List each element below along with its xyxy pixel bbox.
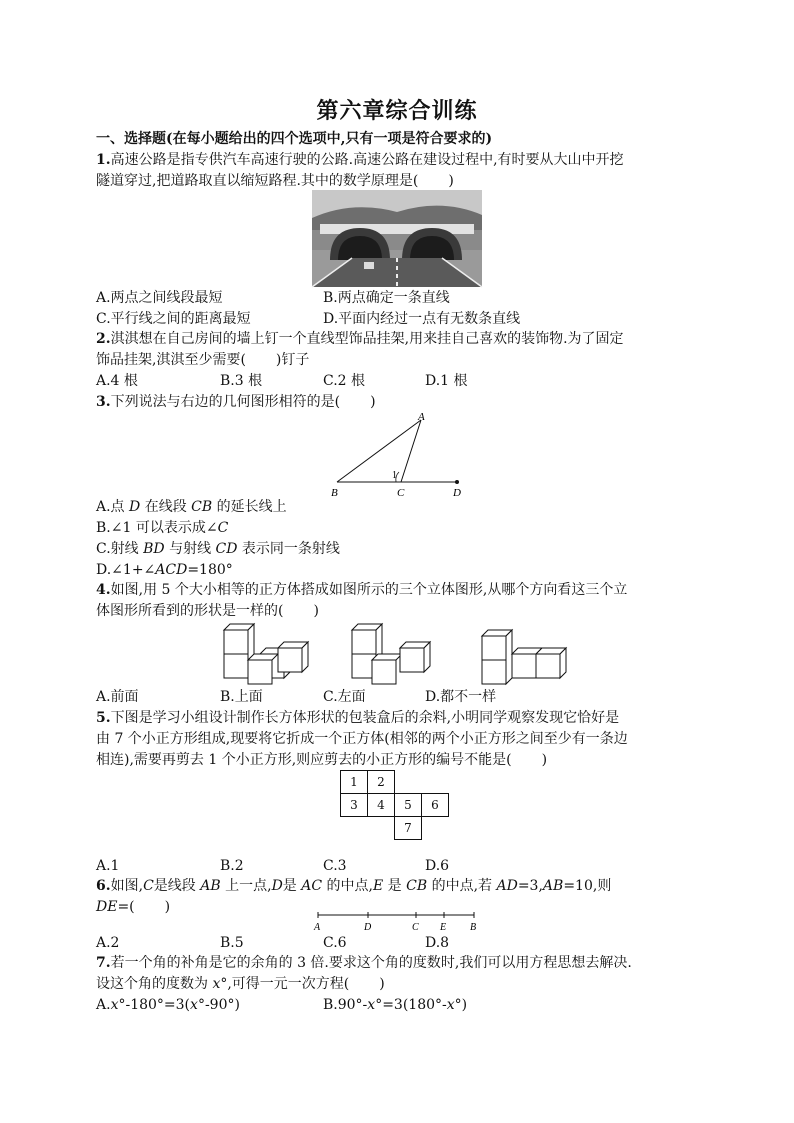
question-number: 2. <box>96 331 111 347</box>
q4-option-c: C.左面 <box>323 689 366 705</box>
q6-option-c: C.6 <box>323 935 347 951</box>
label-d: D <box>364 922 372 933</box>
question-2-line1 <box>96 329 624 349</box>
paren-close: ) <box>379 976 385 992</box>
question-7-line1 <box>96 953 632 973</box>
question-text: 下图是学习小组设计制作长方体形状的包装盒后的余料,小明同学观察发现它恰好是 <box>110 710 620 726</box>
q3-option-b: B.∠1 可以表示成∠C <box>96 520 229 536</box>
question-number: 6. <box>96 878 111 894</box>
net-cell-7: 7 <box>394 816 422 840</box>
q3-option-d: D.∠1+∠ACD=180° <box>96 562 233 578</box>
section-heading: 一、选择题(在每小题给出的四个选项中,只有一项是符合要求的) <box>96 131 493 147</box>
cube-stack-figures <box>220 618 580 688</box>
net-cell-6: 6 <box>421 793 449 817</box>
question-number: 4. <box>96 582 111 598</box>
q7-option-b: B.90°-x°=3(180°-x°) <box>323 997 468 1013</box>
question-1-line2 <box>96 171 454 191</box>
net-cell-3: 3 <box>340 793 368 817</box>
q5-option-c: C.3 <box>323 858 347 874</box>
q1-option-a: A.两点之间线段最短 <box>96 290 223 306</box>
question-number: 5. <box>96 710 111 726</box>
question-2-line2 <box>96 350 309 370</box>
tunnel-photo <box>312 190 482 287</box>
question-1-line1 <box>96 150 624 170</box>
q3-option-a: A.点 D 在线段 CB 的延长线上 <box>96 499 287 515</box>
label-a: A <box>314 922 321 933</box>
cube-figure-2 <box>352 624 430 684</box>
question-4-line1 <box>96 580 627 600</box>
paren-close: ) <box>448 173 454 189</box>
question-text: 如图,用 5 个大小相等的正方体搭成如图所示的三个立体图形,从哪个方向看这三个立 <box>110 582 628 598</box>
net-diagram <box>340 770 456 858</box>
q3-option-c: C.射线 BD 与射线 CD 表示同一条射线 <box>96 541 340 557</box>
label-b: B <box>331 487 338 499</box>
label-e: E <box>440 922 447 933</box>
q6-option-d: D.8 <box>425 935 450 951</box>
q1-option-b: B.两点确定一条直线 <box>323 290 450 306</box>
question-text: 下列说法与右边的几何图形相符的是( <box>110 394 341 410</box>
triangle-figure <box>325 408 475 500</box>
segment-figure <box>312 907 482 935</box>
question-7-line2: 设这个角的度数为 x°,可得一元一次方程( ) <box>96 976 385 992</box>
question-text: 饰品挂架,淇淇至少需要( <box>96 352 246 368</box>
question-number: 7. <box>96 955 111 971</box>
question-text: 高速公路是指专供汽车高速行驶的公路.高速公路在建设过程中,有时要从大山中开挖 <box>110 152 624 168</box>
net-cell-1: 1 <box>340 770 368 794</box>
question-6-line2: DE=( ) <box>96 899 171 915</box>
question-text: 隧道穿过,把道路取直以缩短路程.其中的数学原理是( <box>96 173 419 189</box>
label-c: C <box>397 487 405 499</box>
label-a: A <box>418 411 425 423</box>
page-title: 第六章综合训练 <box>316 98 478 124</box>
question-text: 若一个角的补角是它的余角的 3 倍.要求这个角的度数时,我们可以用方程思想去解决. <box>110 955 632 971</box>
label-c: C <box>412 922 419 933</box>
q4-option-d: D.都不一样 <box>425 689 497 705</box>
cube-figure-3 <box>482 630 566 684</box>
question-number: 1. <box>96 152 111 168</box>
paren-close: ) <box>164 899 171 915</box>
q6-option-a: A.2 <box>96 935 120 951</box>
q2-option-a: A.4 根 <box>96 373 138 389</box>
label-b: B <box>470 922 477 933</box>
question-5-line3 <box>96 750 547 770</box>
question-5-line1 <box>96 708 619 728</box>
question-5-line2: 由 7 个小正方形组成,现要将它折成一个正方体(相邻的两个小正方形之间至少有一条边 <box>96 731 628 747</box>
q5-option-d: D.6 <box>425 858 450 874</box>
question-text: 淇淇想在自己房间的墙上钉一个直线型饰品挂架,用来挂自己喜欢的装饰物.为了固定 <box>110 331 624 347</box>
q1-option-d: D.平面内经过一点有无数条直线 <box>323 311 521 327</box>
question-number: 3. <box>96 394 111 410</box>
label-d: D <box>453 487 461 499</box>
q6-option-b: B.5 <box>220 935 244 951</box>
q5-option-b: B.2 <box>220 858 244 874</box>
angle-1-label: 1 <box>392 470 397 481</box>
q4-option-a: A.前面 <box>96 689 139 705</box>
net-cell-2: 2 <box>367 770 395 794</box>
q5-option-a: A.1 <box>96 858 120 874</box>
q1-option-c: C.平行线之间的距离最短 <box>96 311 251 327</box>
paren-close: ) <box>370 394 376 410</box>
net-cell-5: 5 <box>394 793 422 817</box>
q4-option-b: B.上面 <box>220 689 263 705</box>
q2-option-b: B.3 根 <box>220 373 263 389</box>
question-6-line1: 6.如图,C是线段 AB 上一点,D是 AC 的中点,E 是 CB 的中点,若 AD=3,AB=10,则 <box>96 878 612 894</box>
paren-close: ) <box>541 752 548 768</box>
net-cell-4: 4 <box>367 793 395 817</box>
cube-figure-1 <box>224 624 308 684</box>
q2-option-d: D.1 根 <box>425 373 468 389</box>
question-text: 相连),需要再剪去 1 个小正方形,则应剪去的小正方形的编号不能是( <box>96 752 512 768</box>
question-text: 体图形所看到的形状是一样的( <box>96 603 284 619</box>
paren-close: ) <box>313 603 319 619</box>
question-text: )钉子 <box>275 352 310 368</box>
q2-option-c: C.2 根 <box>323 373 366 389</box>
q7-option-a: A.x°-180°=3(x°-90°) <box>96 997 240 1013</box>
